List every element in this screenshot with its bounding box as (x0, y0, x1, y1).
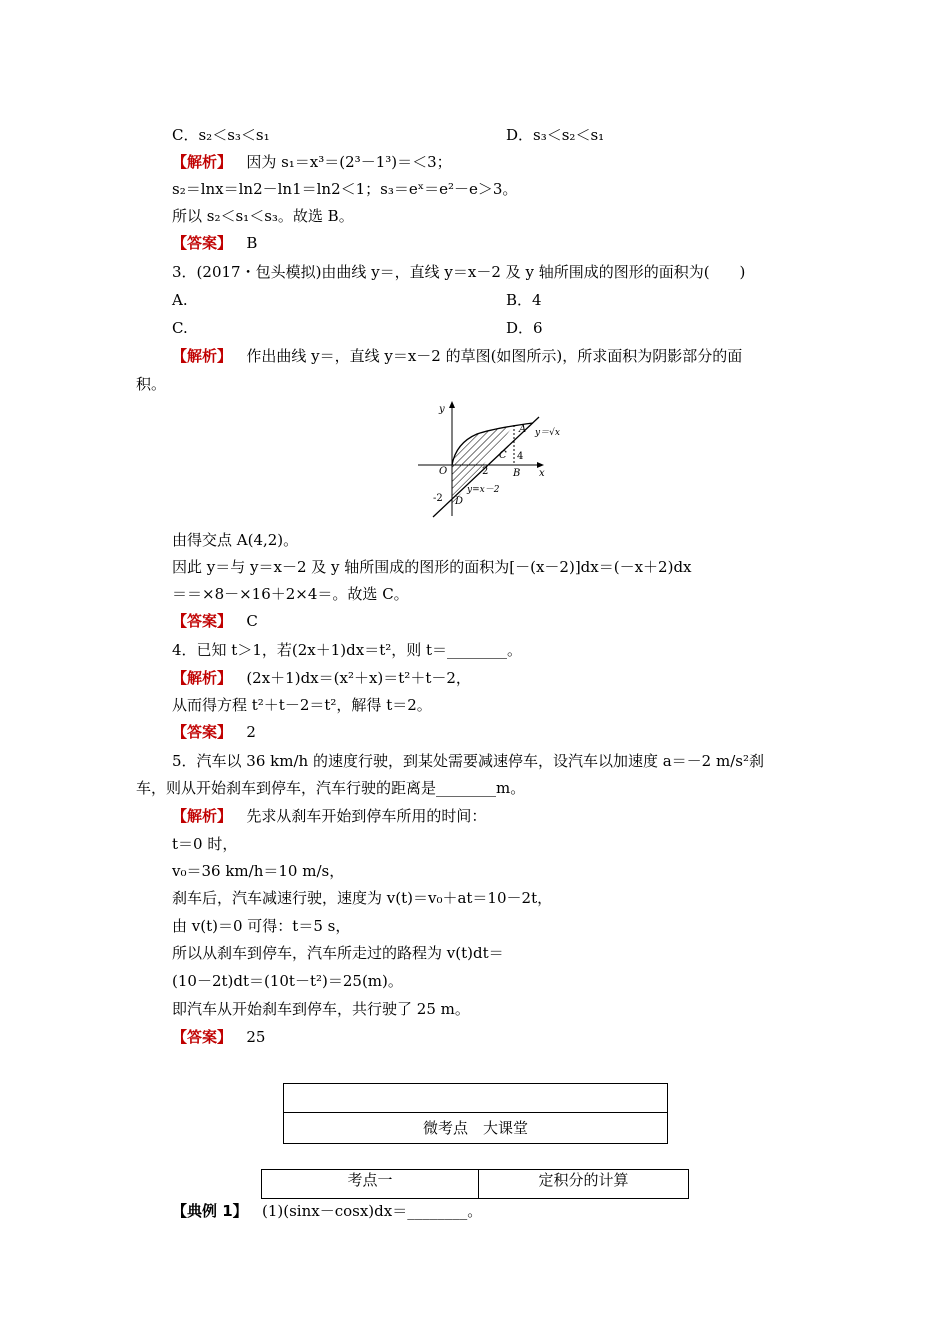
answer-text: C (246, 612, 258, 630)
text-line: 由 v(t)＝0 可得：t＝5 s， (172, 917, 351, 935)
text-line: 因此 y＝与 y＝x－2 及 y 轴所围成的图形的面积为[－(x－2)]dx＝(－x＋2)dx (172, 558, 692, 576)
answer-text: 2 (246, 723, 256, 741)
section-title: 微考点 大课堂 (422, 1119, 528, 1137)
answer-text: 25 (246, 1028, 266, 1046)
text-line: (10－2t)dt＝(10t－t²)＝25(m)。 (172, 972, 403, 990)
question-3: 3．(2017・包头模拟)由曲线 y＝，直线 y＝x－2 及 y 轴所围成的图形的面积为( ) (172, 263, 746, 281)
option-b: B．4 (506, 291, 542, 309)
answer-line (172, 1027, 265, 1047)
label-b: B (513, 468, 521, 479)
answer-tag: 【答案】 (172, 234, 233, 252)
example-line (172, 1201, 482, 1221)
answer-tag: 【答案】 (172, 612, 233, 630)
text-line: 车，则从开始刹车到停车，汽车行驶的距离是________m。 (136, 779, 526, 797)
analysis-text: 先求从刹车开始到停车所用的时间： (246, 807, 487, 825)
label-x: x (539, 468, 545, 479)
analysis-text: 因为 s₁＝x³＝(2³－1³)＝＜3； (246, 153, 452, 171)
text-line: v₀＝36 km/h＝10 m/s， (172, 862, 345, 880)
analysis-line (172, 152, 452, 172)
question-5: 5．汽车以 36 km/h 的速度行驶，到某处需要减速停车，设汽车以加速度 a＝－2 m/s²刹 (172, 752, 764, 770)
analysis-tag: 【解析】 (172, 153, 233, 171)
answer-line (172, 722, 256, 742)
text-line: 积。 (136, 375, 167, 393)
option-d: D．s₃＜s₂＜s₁ (506, 126, 605, 144)
text-line: 即汽车从开始刹车到停车，共行驶了 25 m。 (172, 1000, 470, 1018)
answer-tag: 【答案】 (172, 1028, 233, 1046)
label-o: O (439, 466, 448, 477)
answer-line (172, 233, 257, 253)
analysis-line (172, 668, 471, 688)
option-d: D．6 (506, 319, 543, 337)
question-4: 4．已知 t＞1，若(2x＋1)dx＝t²，则 t＝________。 (172, 641, 523, 659)
text-line: 所以从刹车到停车，汽车所走过的路程为 v(t)dt＝ (172, 944, 504, 962)
area-figure (415, 398, 575, 520)
text-line: 由得交点 A(4,2)。 (172, 531, 299, 549)
section-box (283, 1083, 668, 1144)
text-line: 从而得方程 t²＋t－2＝t²，解得 t＝2。 (172, 696, 432, 714)
option-c: C. (172, 319, 188, 337)
analysis-tag: 【解析】 (172, 669, 233, 687)
example-text: (1)(sinx－cosx)dx＝________。 (261, 1202, 483, 1220)
analysis-tag: 【解析】 (172, 347, 233, 365)
label-c: C (499, 450, 507, 461)
analysis-text: (2x＋1)dx＝(x²＋x)＝t²＋t－2， (246, 669, 471, 687)
topic-number: 考点一 (261, 1169, 479, 1199)
curve-label: y＝√x (535, 428, 560, 438)
line-label: y=x－2 (467, 485, 500, 495)
answer-text: B (246, 234, 258, 252)
text-line: 所以 s₂＜s₁＜s₃。故选 B。 (172, 207, 354, 225)
label-d: D (455, 496, 464, 507)
label-y: y (439, 404, 445, 415)
option-c: C．s₂＜s₃＜s₁ (172, 126, 270, 144)
analysis-line (172, 806, 486, 826)
answer-tag: 【答案】 (172, 723, 233, 741)
label-2: 2 (482, 466, 489, 477)
example-tag: 【典例 1】 (172, 1202, 248, 1220)
text-line: s₂＝lnx＝ln2－ln1＝ln2＜1；s₃＝eˣ＝e²－e＞3。 (172, 180, 518, 198)
label-neg2: -2 (433, 493, 443, 504)
analysis-tag: 【解析】 (172, 807, 233, 825)
text-line: ＝＝×8－×16＋2×4＝。故选 C。 (172, 585, 409, 603)
label-a: A (519, 424, 527, 435)
text-line: 刹车后，汽车减速行驶，速度为 v(t)＝v₀＋at＝10－2t， (172, 889, 553, 907)
topic-title: 定积分的计算 (478, 1169, 689, 1199)
analysis-line (172, 346, 742, 366)
analysis-text: 作出曲线 y＝，直线 y＝x－2 的草图(如图所示)，所求面积为阴影部分的面 (246, 347, 743, 365)
text-line: t＝0 时， (172, 835, 238, 853)
answer-line (172, 611, 258, 631)
option-a: A. (172, 291, 188, 309)
section-divider (284, 1112, 667, 1113)
label-4: 4 (517, 451, 524, 462)
